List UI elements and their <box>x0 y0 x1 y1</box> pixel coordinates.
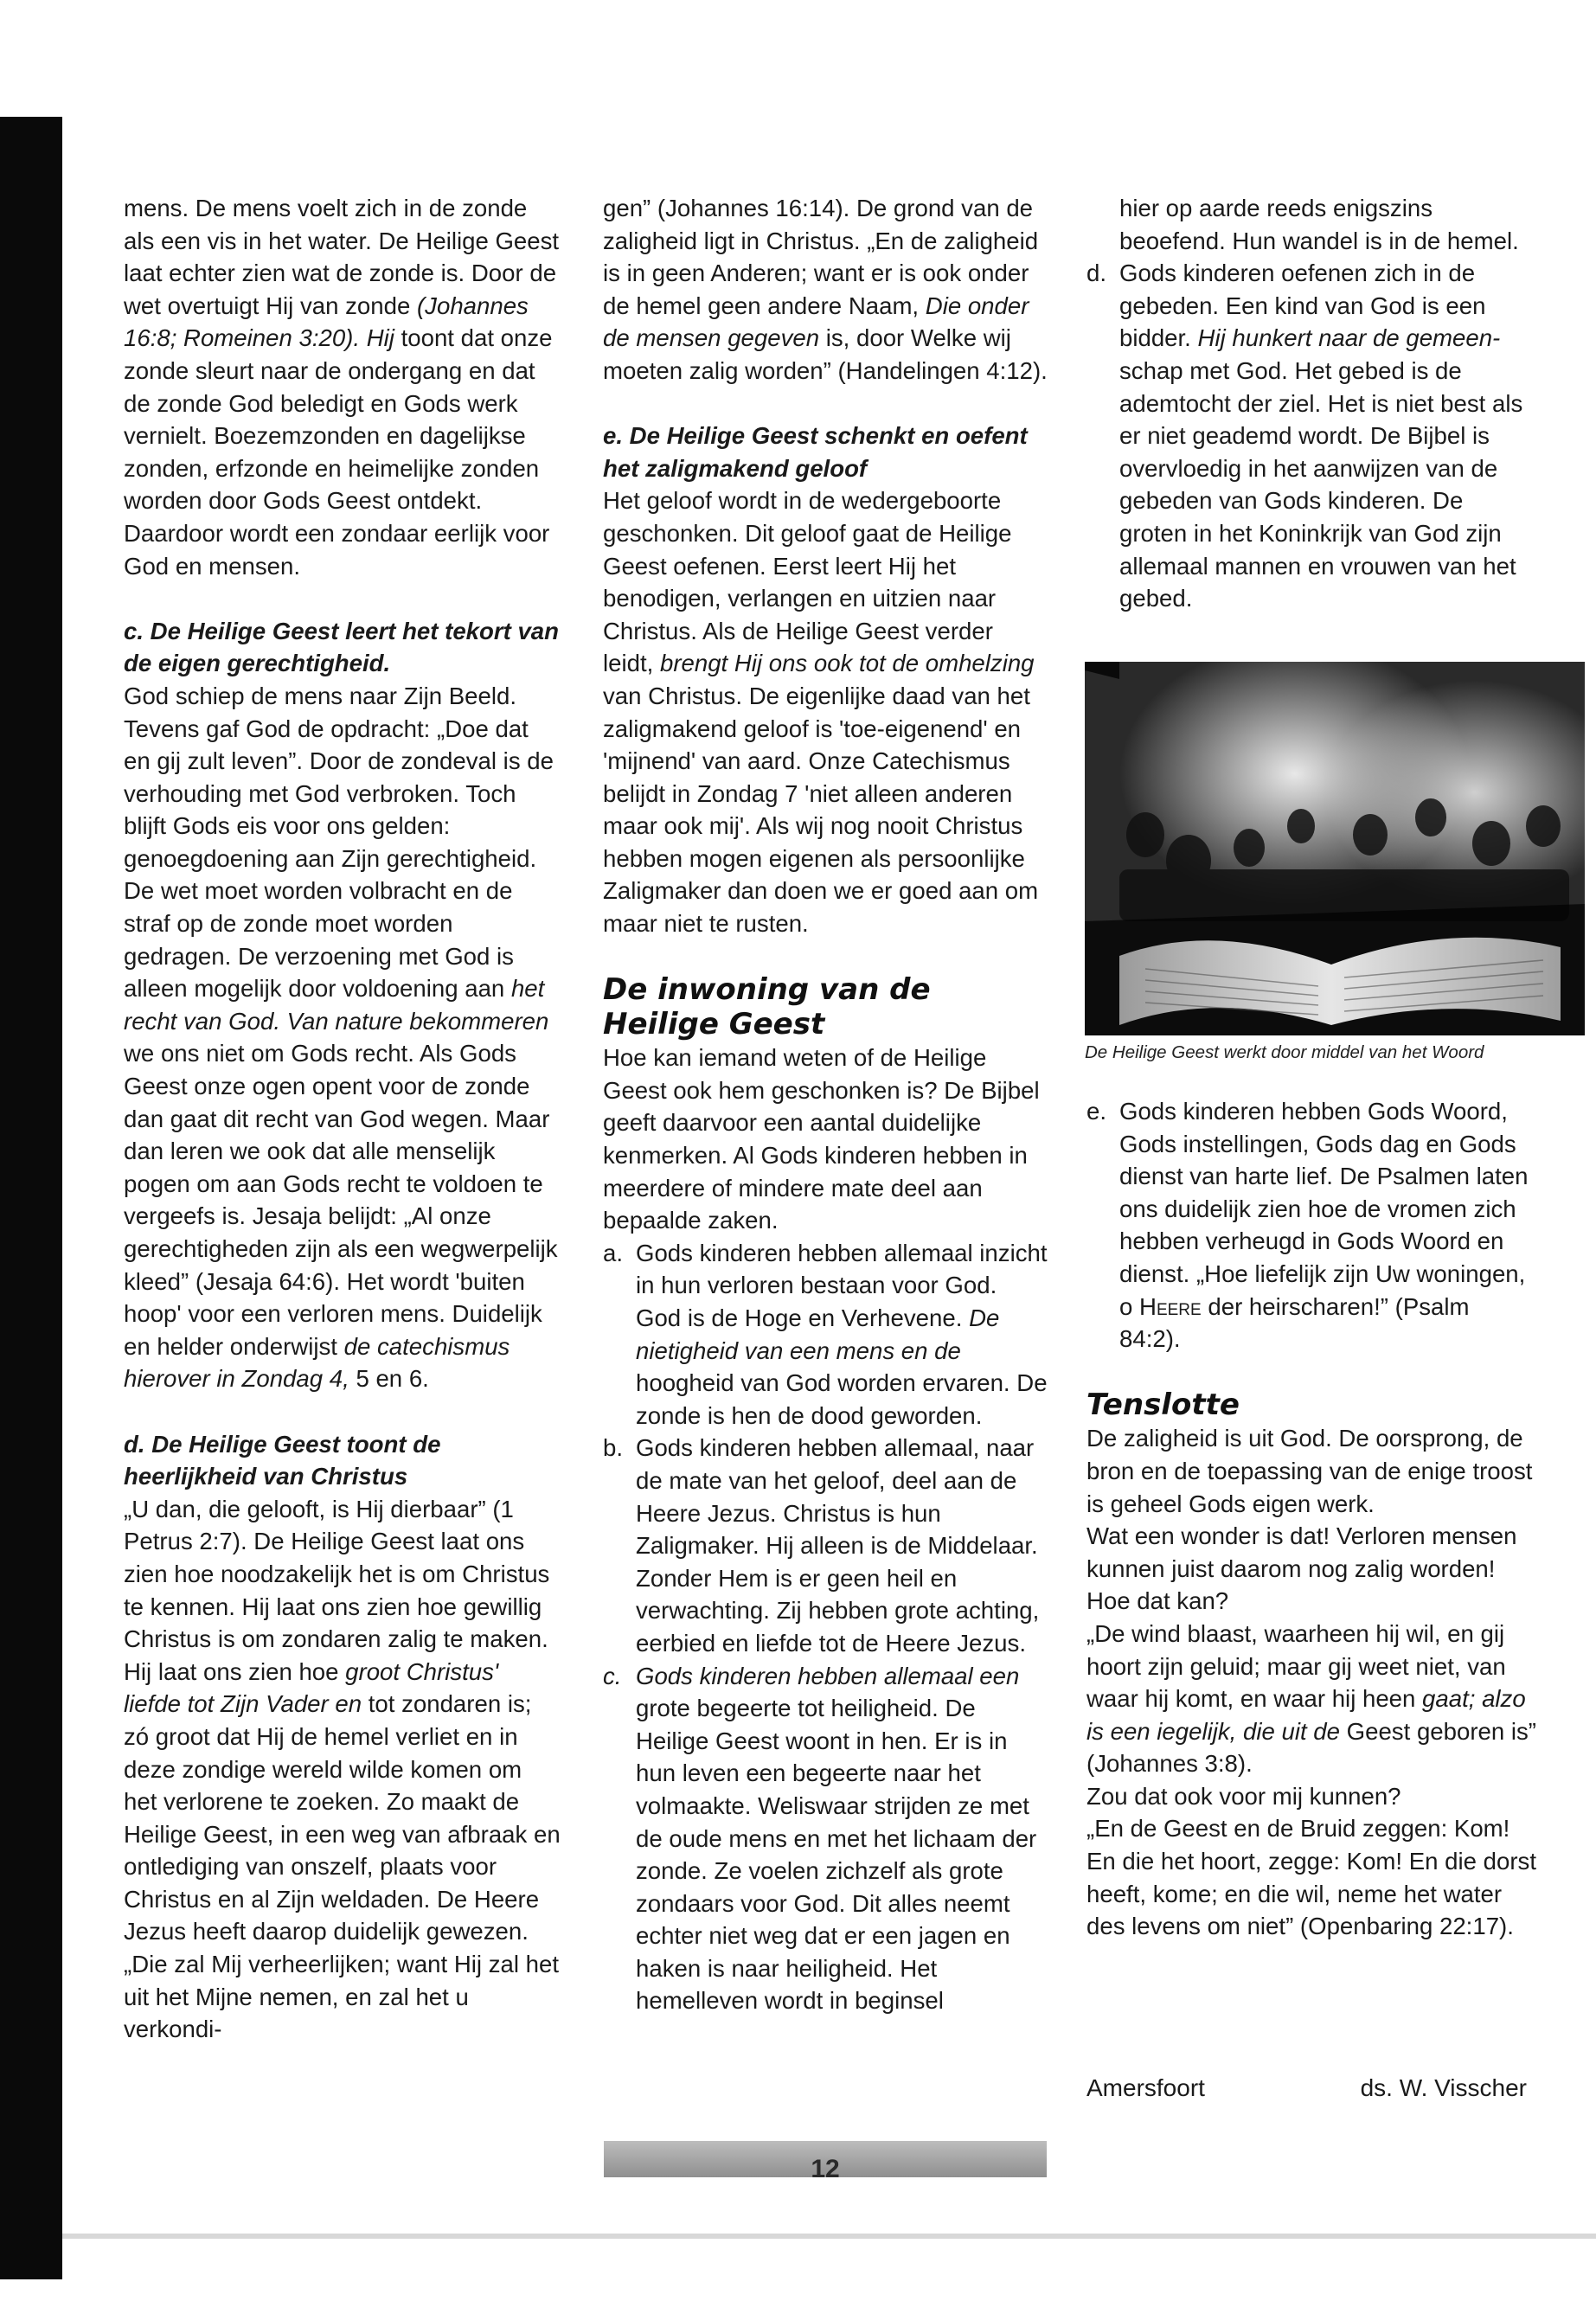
scan-edge-bottom <box>62 2234 1596 2239</box>
paragraph: gen” (Johannes 16:14). De grond van de zaligheid ligt in Christus. „En de zaligheid is in geen Anderen; want er is ook onder de hemel geen andere Naam, Die onder de mensen gegeven is, door Welke wij moeten zalig worden” (Handelingen 4:12). <box>603 195 1048 384</box>
subheading-c: c. De Heilige Geest leert het tekort van de eigen gerechtigheid. <box>124 617 560 677</box>
column-1 <box>124 192 561 2046</box>
paragraph: „U dan, die gelooft, is Hij dierbaar” (1 Petrus 2:7). De Heilige Geest laat ons zien hoe noodzakelijk het is om Christus te kennen. Hij laat ons zien hoe gewillig Christus is om zondaren zalig te maken. Hij laat ons zien hoe groot Christus' liefde tot Zijn Vader en tot zondaren is; zó groot dat Hij de hemel verliet en in deze zondige wereld wilde komen om het verlorene te zoeken. Zo maakt de Heilige Geest, in een weg van afbraak en ontlediging van onszelf, plaats voor Christus en al Zijn weldaden. De Heere Jezus heeft daarop duidelijk gewezen. „Die zal Mij verheerlijken; want Hij zal het uit het Mijne nemen, en zal het u verkondi- <box>124 1495 561 2043</box>
paragraph: De zaligheid is uit God. De oorsprong, de bron en de toepassing van de enige troost is geheel Gods eigen werk. <box>1086 1425 1533 1517</box>
church-bible-photo <box>1085 662 1585 1035</box>
paragraph: Hoe dat kan? <box>1086 1587 1229 1615</box>
list-item: d. Gods kinderen oefenen zich in de gebeden. Een kind van God is een bidder. Hij hunkert naar de gemeen- schap met God. Het gebed is de ademtocht der ziel. Het is niet best als er niet geademd wordt. De Bijbel is overvloedig in het aanwijzen van de gebeden van Gods kinderen. De groten in het Koninkrijk van God zijn allemaal mannen en vrouwen van het gebed. <box>1086 260 1523 612</box>
page-number-bar <box>604 2141 1047 2177</box>
section-heading: De inwoning van de Heilige Geest <box>603 972 931 1042</box>
paragraph: „De wind blaast, waarheen hij wil, en gij hoort zijn geluid; maar gij weet niet, van waar hij komt, en waar hij heen gaat; alzo is een iegelijk, die uit de Geest geboren is” (Johannes 3:8). <box>1086 1619 1536 1778</box>
subheading-e: e. De Heilige Geest schenkt en oefent het zaligmakend geloof <box>603 422 1028 482</box>
column-2 <box>603 192 1048 2017</box>
scan-edge-left <box>0 117 62 2279</box>
paragraph: Het geloof wordt in de wedergeboorte geschonken. Dit geloof gaat de Heilige Geest oefenen. Eerst leert Hij het benodigen, verlangen en uitzien naar Christus. Als de Heilige Geest verder leidt, brengt Hij ons ook tot de omhelzing van Christus. De eigenlijke daad van het zaligmakend geloof is 'toe-eigenend' en 'mijnend' van aard. Onze Catechismus belijdt in Zondag 7 'niet alleen anderen maar ook mij'. Als wij nog nooit Christus hebben mogen eigenen als persoonlijke Zaligmaker dan doen we er goed aan om maar niet te rusten. <box>603 487 1039 938</box>
page-number: 12 <box>811 2155 840 2177</box>
place: Amersfoort <box>1086 2074 1205 2101</box>
paragraph: Zou dat ook voor mij kunnen? <box>1086 1782 1401 1810</box>
list-item: b. Gods kinderen hebben allemaal, naar de mate van het geloof, deel aan de Heere Jezus. Christus is hun Zaligmaker. Hij alleen is de Middelaar. Zonder Hem is er geen heil en verwachting. Zij hebben grote achting, eerbied en liefde tot de Heere Jezus. <box>603 1434 1040 1657</box>
paragraph: God schiep de mens naar Zijn Beeld. Tevens gaf God de opdracht: „Doe dat en gij zult leven”. Door de zondeval is de verhouding met God verbroken. Toch blijft Gods eis voor ons gelden: genoegdoening aan Zijn gerechtigheid. De wet moet worden volbracht en de straf op de zonde moet worden gedragen. De verzoening met God is alleen mogelijk door voldoening aan het recht van God. Van nature bekommeren we ons niet om Gods recht. Als Gods Geest onze ogen opent voor de zonde dan gaat dit recht van God wegen. Maar dan leren we ook dat alle menselijk pogen om aan Gods recht te voldoen te vergeefs is. Jesaja belijdt: „Al onze gerechtigheden zijn als een wegwerpelijk kleed” (Jesaja 64:6). Het wordt 'buiten hoop' voor een verloren mens. Duidelijk en helder onderwijst de catechismus hierover in Zondag 4, 5 en 6. <box>124 682 558 1393</box>
list-item: hier op aarde reeds enigszins beoefend. Hun wandel is in de hemel. <box>1119 195 1519 254</box>
subheading-d: d. De Heilige Geest toont de heerlijkheid van Christus <box>124 1430 441 1490</box>
list-item: e. Gods kinderen hebben Gods Woord, Gods instellingen, Gods dag en Gods dienst van harte lief. De Psalmen laten ons duidelijk zien hoe de vromen zich hebben verheugd in Gods Woord en dienst. „Hoe liefelijk zijn Uw woningen, o Heere der heirscharen!” (Psalm 84:2). <box>1086 1098 1529 1353</box>
photo-caption: De Heilige Geest werkt door middel van het Woord <box>1085 1042 1484 1062</box>
column-3-bottom <box>1086 1095 1536 1943</box>
section-heading: Tenslotte <box>1086 1388 1240 1423</box>
author: ds. W. Visscher <box>1360 2074 1527 2101</box>
photo-figure <box>1085 662 1585 1065</box>
list-item: a. Gods kinderen hebben allemaal inzicht in hun verloren bestaan voor God. God is de Hoge en Verhevene. De nietigheid van een mens en de hoogheid van God worden ervaren. De zonde is hen de dood geworden. <box>603 1239 1048 1429</box>
paragraph: mens. De mens voelt zich in de zonde als een vis in het water. De Heilige Geest laat echter zien wat de zonde is. Door de wet overtuigt Hij van zonde (Johannes 16:8; Romeinen 3:20). Hij toont dat onze zonde sleurt naar de ondergang en dat de zonde God beledigt en Gods werk vernielt. Boezemzonden en dagelijkse zonden, erfzonde en heimelijke zonden worden door Gods Geest ontdekt. Daardoor wordt een zondaar eerlijk voor God en mensen. <box>124 195 560 580</box>
paragraph: Hoe kan iemand weten of de Heilige Geest ook hem geschonken is? De Bijbel geeft daarvoor een aantal duidelijke kenmerken. Al Gods kinderen hebben in meerdere of mindere mate deel aan bepaalde zaken. <box>603 1044 1040 1234</box>
paragraph: Wat een wonder is dat! Verloren mensen kunnen juist daarom nog zalig worden! <box>1086 1522 1517 1582</box>
marks-list <box>603 1237 1048 2017</box>
list-item: c. Gods kinderen hebben allemaal een grote begeerte tot heiligheid. De Heilige Geest woont in hen. Er is in hun leven een begeerte naar het volmaakte. Weliswaar strijden ze met de oude mens en met het lichaam der zonde. Ze voelen zichzelf als grote zondaars voor God. Dit alles neemt echter niet weg dat er een jagen en haken is naar heiligheid. Het hemelleven wordt in beginsel <box>603 1662 1037 2015</box>
paragraph: „En de Geest en de Bruid zeggen: Kom! En die het hoort, zegge: Kom! En die dorst heeft, kome; en die wil, neme het water des levens om niet” (Openbaring 22:17). <box>1086 1815 1536 1940</box>
column-3-top <box>1086 192 1532 615</box>
